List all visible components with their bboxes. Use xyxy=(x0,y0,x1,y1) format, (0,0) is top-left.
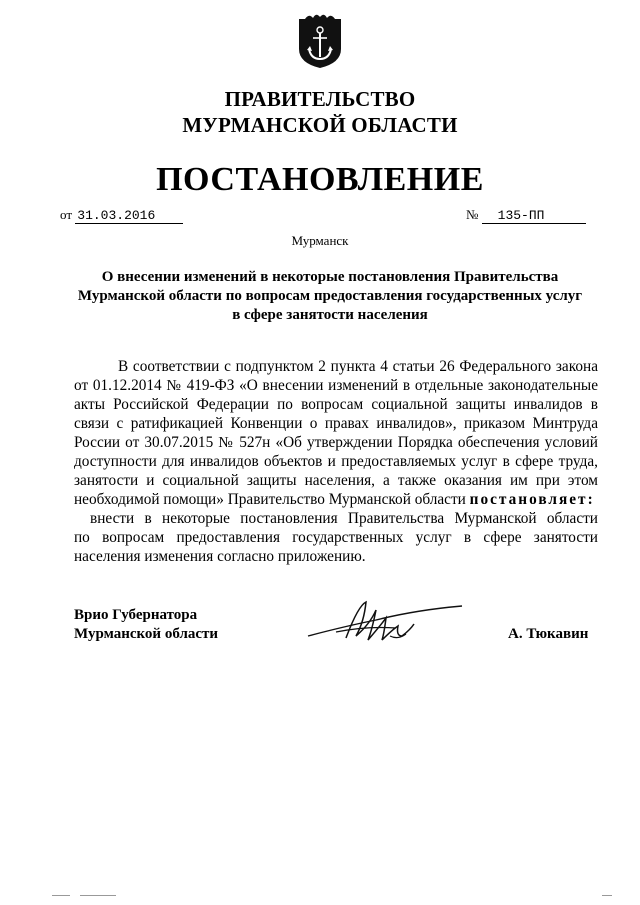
body-line: от 01.12.2014 № 419-ФЗ «О внесении изменений в отдельные законодательные xyxy=(74,377,598,394)
body-line: доступности для инвалидов объектов и предоставляемых услуг в сфере труда, xyxy=(74,453,598,470)
number-label: № xyxy=(466,207,479,222)
date-field xyxy=(60,207,183,224)
body-line: занятости и социальной защиты населения, а также оказания им при этом xyxy=(74,472,598,489)
number-field xyxy=(466,207,586,224)
subject-line: Мурманской области по вопросам предоставления государственных услуг xyxy=(77,288,583,304)
date-label: от xyxy=(60,207,73,222)
document-subject xyxy=(60,268,600,325)
government-title-line2: МУРМАНСКОЙ ОБЛАСТИ xyxy=(182,113,458,137)
position-line: Мурманской области xyxy=(74,626,219,642)
handwritten-signature xyxy=(306,596,466,648)
subject-line: О внесении изменений в некоторые постановления Правительства xyxy=(101,269,559,285)
body-line-prefix: необходимой помощи» Правительство Мурманской области xyxy=(74,491,466,508)
body-line: акты Российской Федерации по вопросам социальной защиты инвалидов в xyxy=(74,396,598,413)
resolves-keyword: постановляет: xyxy=(469,491,595,508)
scan-artifact xyxy=(52,895,70,896)
body-line: внести в некоторые постановления Правительства Мурманской области xyxy=(90,510,598,527)
document-type-title: ПОСТАНОВЛЕНИЕ xyxy=(156,161,484,198)
number-value: 135-ПП xyxy=(482,208,586,224)
document-body xyxy=(74,357,598,566)
city-name: Мурманск xyxy=(291,233,349,248)
subject-line: в сфере занятости населения xyxy=(232,307,428,323)
coat-of-arms-icon xyxy=(297,13,343,69)
body-line: В соответствии с подпунктом 2 пункта 4 статьи 26 Федерального закона xyxy=(118,358,598,375)
position-line: Врио Губернатора xyxy=(74,607,198,623)
body-line-resolves xyxy=(74,490,598,509)
scan-artifact xyxy=(80,895,116,896)
body-line: связи с ратификацией Конвенции о правах инвалидов», приказом Минтруда xyxy=(74,415,598,432)
body-line: России от 30.07.2015 № 527н «Об утверждении Порядка обеспечения условий xyxy=(74,434,598,451)
signatory-position xyxy=(74,606,218,644)
body-line: населения изменения согласно приложению. xyxy=(74,548,366,565)
scan-artifact xyxy=(602,895,612,896)
body-line: по вопросам предоставления государственных услуг в сфере занятости xyxy=(74,529,598,546)
government-title-line1: ПРАВИТЕЛЬСТВО xyxy=(224,87,416,111)
date-value: 31.03.2016 xyxy=(75,208,183,224)
signatory-name: А. Тюкавин xyxy=(508,626,589,642)
